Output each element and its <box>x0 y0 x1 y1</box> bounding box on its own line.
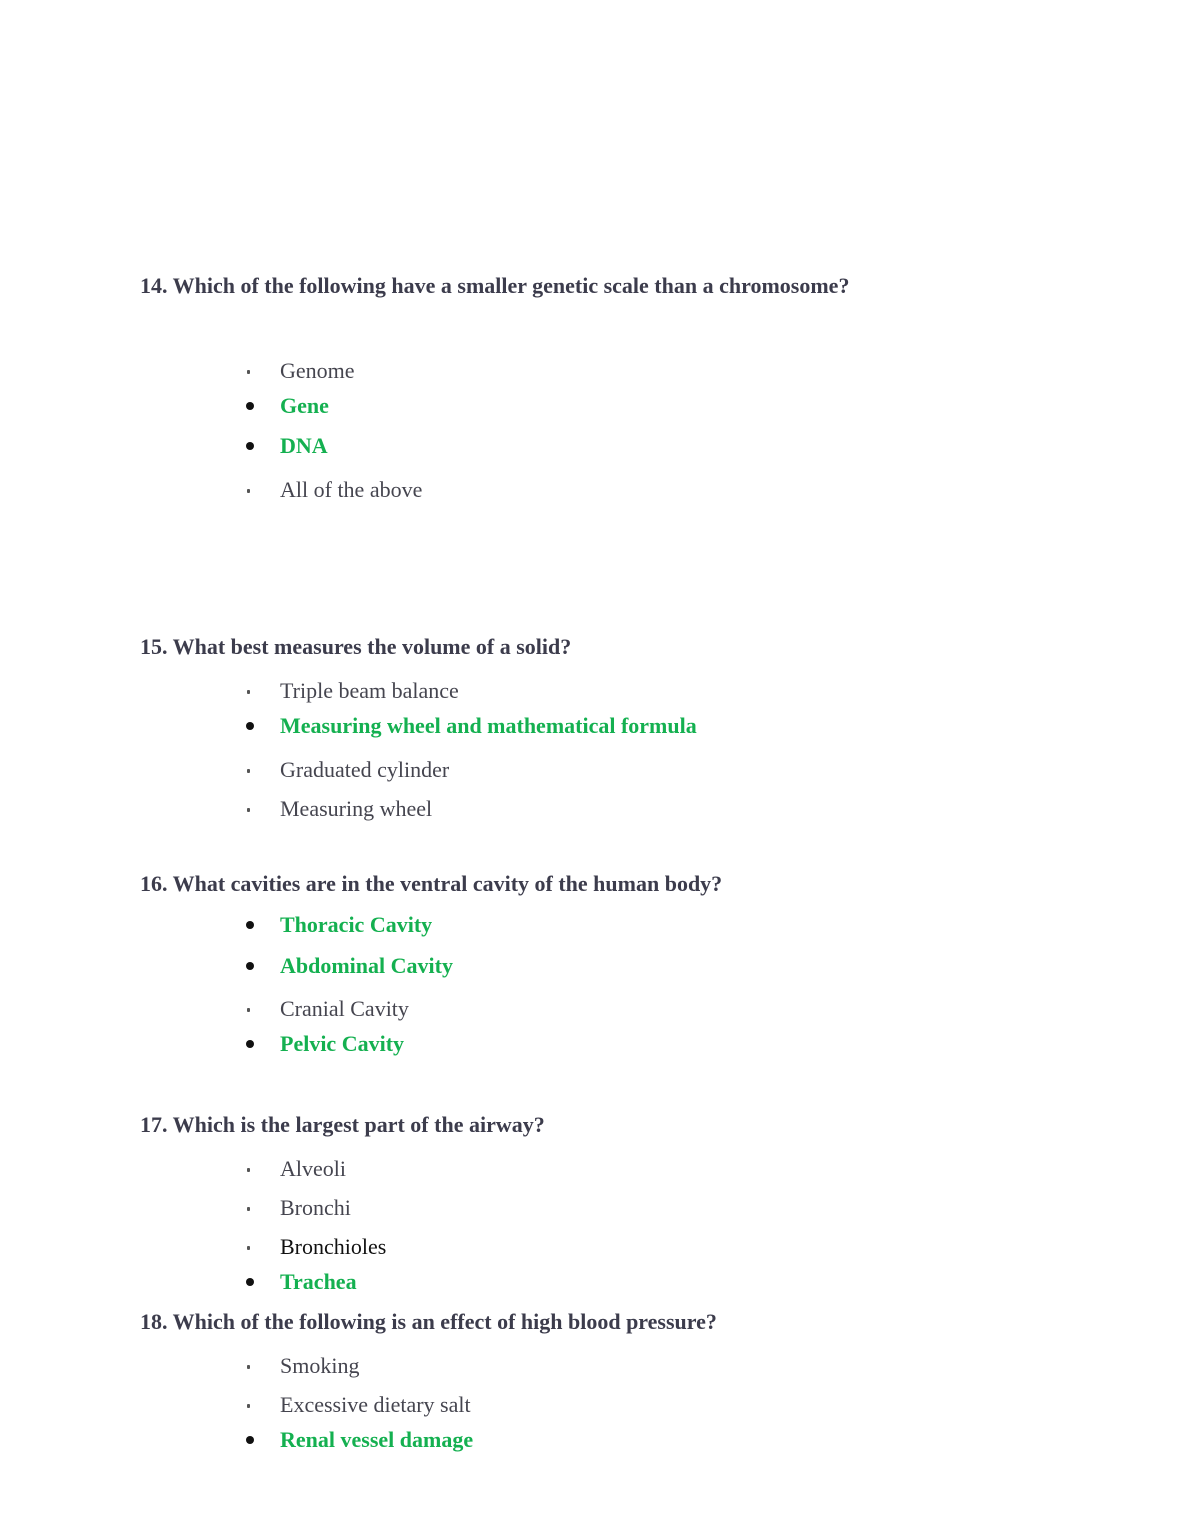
bullet-icon <box>245 1156 280 1182</box>
question-17-option-bronchi <box>245 1195 351 1221</box>
option-text-correct: Renal vessel damage <box>280 1427 474 1452</box>
bullet-icon <box>245 1234 280 1260</box>
question-14-option-genome <box>245 358 355 384</box>
option-text: Cranial Cavity <box>280 996 409 1021</box>
option-text: Genome <box>280 358 355 383</box>
bullet-icon <box>245 713 280 739</box>
question-18-title: 18. Which of the following is an effect of high blood pressure? <box>140 1309 717 1334</box>
option-text: Bronchioles <box>280 1234 387 1259</box>
bullet-icon <box>245 1269 280 1295</box>
question-16-title: 16. What cavities are in the ventral cavity of the human body? <box>140 871 723 896</box>
bullet-icon <box>245 433 280 459</box>
option-text-correct: DNA <box>280 433 328 458</box>
question-18-option-renal-damage <box>245 1427 473 1453</box>
question-17-option-bronchioles <box>245 1234 386 1260</box>
bullet-icon <box>245 393 280 419</box>
option-text: Graduated cylinder <box>280 757 450 782</box>
question-18-option-smoking <box>245 1353 359 1379</box>
option-text: Smoking <box>280 1353 360 1378</box>
question-14-title: 14. Which of the following have a smaller genetic scale than a chromosome? <box>140 273 850 298</box>
bullet-icon <box>245 678 280 704</box>
option-text: Excessive dietary salt <box>280 1392 471 1417</box>
option-text-correct: Trachea <box>280 1269 357 1294</box>
option-text: Triple beam balance <box>280 678 459 703</box>
question-14-option-all <box>245 477 422 503</box>
bullet-icon <box>245 1353 280 1379</box>
question-16-option-cranial <box>245 996 409 1022</box>
question-15-option-measuring-wheel <box>245 796 432 822</box>
bullet-icon <box>245 358 280 384</box>
option-text-correct: Thoracic Cavity <box>280 912 433 937</box>
question-16-option-pelvic <box>245 1031 404 1057</box>
question-14-option-dna <box>245 433 328 459</box>
bullet-icon <box>245 1195 280 1221</box>
question-17-title: 17. Which is the largest part of the airway? <box>140 1112 545 1137</box>
question-15-option-graduated-cylinder <box>245 757 449 783</box>
question-14-option-gene <box>245 393 329 419</box>
option-text: Bronchi <box>280 1195 351 1220</box>
option-text-correct: Pelvic Cavity <box>280 1031 405 1056</box>
question-17-option-trachea <box>245 1269 357 1295</box>
bullet-icon <box>245 1392 280 1418</box>
question-15-option-measuring-wheel-formula <box>245 713 697 739</box>
question-16-option-abdominal <box>245 953 453 979</box>
bullet-icon <box>245 912 280 938</box>
option-text-correct: Abdominal Cavity <box>280 953 453 978</box>
question-16-option-thoracic <box>245 912 432 938</box>
bullet-icon <box>245 1427 280 1453</box>
question-18-option-dietary-salt <box>245 1392 471 1418</box>
bullet-icon <box>245 1031 280 1057</box>
bullet-icon <box>245 996 280 1022</box>
question-15-title: 15. What best measures the volume of a solid? <box>140 634 572 659</box>
option-text-correct: Gene <box>280 393 329 418</box>
bullet-icon <box>245 757 280 783</box>
option-text: All of the above <box>280 477 423 502</box>
option-text: Alveoli <box>280 1156 346 1181</box>
option-text-correct: Measuring wheel and mathematical formula <box>280 713 697 738</box>
bullet-icon <box>245 953 280 979</box>
bullet-icon <box>245 477 280 503</box>
question-15-option-triple-beam <box>245 678 459 704</box>
option-text: Measuring wheel <box>280 796 433 821</box>
question-17-option-alveoli <box>245 1156 346 1182</box>
bullet-icon <box>245 796 280 822</box>
